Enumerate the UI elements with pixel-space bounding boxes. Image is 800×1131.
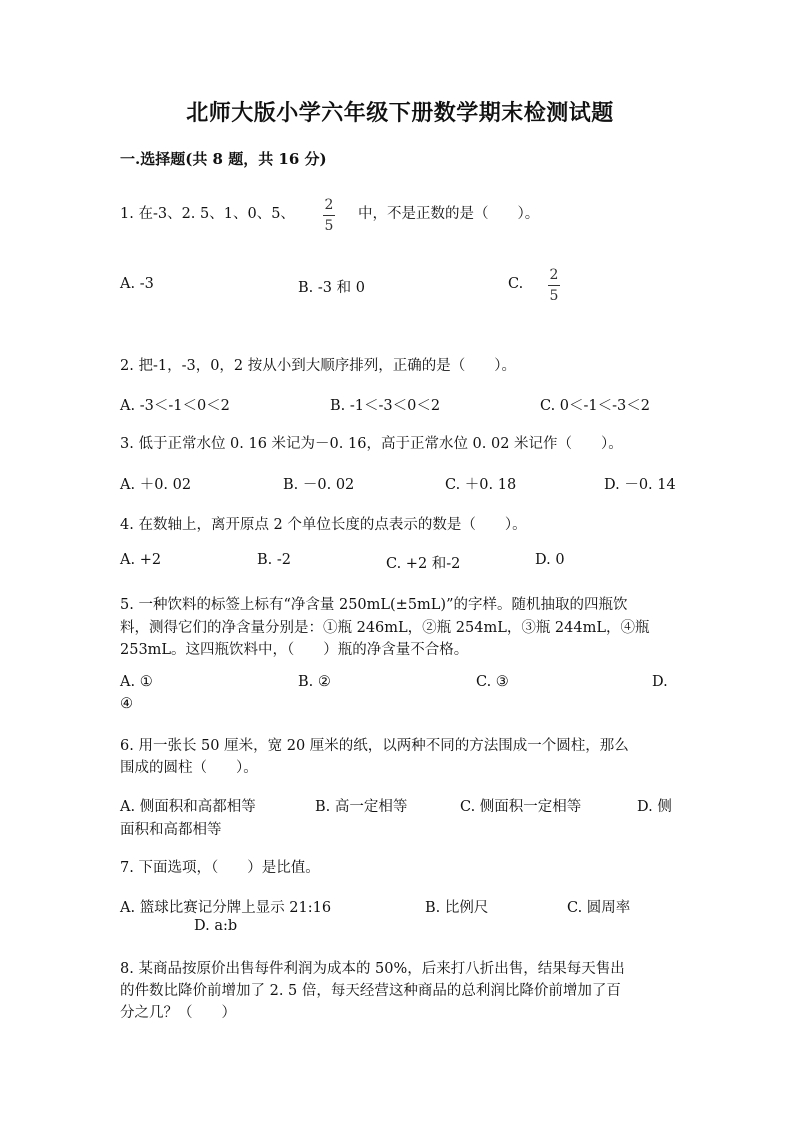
- q5-option-d-wrap[interactable]: ④: [120, 696, 133, 712]
- page-title: 北师大版小学六年级下册数学期末检测试题: [186, 100, 614, 126]
- q5-stem-line1: 5. 一种饮料的标签上标有“净含量 250mL(±5mL)”的字样。随机抽取的四瓶饮: [120, 597, 628, 613]
- q3-option-b[interactable]: B. －0. 02: [283, 477, 355, 493]
- q6-option-c[interactable]: C. 侧面积一定相等: [460, 799, 582, 815]
- q3-option-c[interactable]: C. ＋0. 18: [445, 477, 517, 493]
- q6-stem-line2: 围成的圆柱（ ）。: [120, 760, 258, 776]
- q2-option-a[interactable]: A. -3＜-1＜0＜2: [120, 398, 230, 414]
- q8-stem-line2: 的件数比降价前增加了 2. 5 倍，每天经营这种商品的总利润比降价前增加了百: [120, 983, 621, 999]
- q5-stem-line3: 253mL。这四瓶饮料中，（ ）瓶的净含量不合格。: [120, 642, 469, 658]
- fraction-bar: [323, 215, 335, 216]
- q7-option-d[interactable]: D. a:b: [194, 918, 238, 934]
- fraction-denominator: 5: [324, 218, 334, 234]
- q6-stem-line1: 6. 用一张长 50 厘米，宽 20 厘米的纸，以两种不同的方法围成一个圆柱，那么: [120, 738, 629, 754]
- q3-option-a[interactable]: A. ＋0. 02: [120, 477, 192, 493]
- q1-stem-b: 中，不是正数的是（ ）。: [358, 206, 540, 222]
- fraction-bar: [548, 285, 560, 286]
- q7-option-c[interactable]: C. 圆周率: [567, 900, 631, 916]
- q1-stem-a: 1. 在-3、2. 5、1、0、5、: [120, 206, 295, 222]
- q8-stem-line3: 分之几？（ ）: [120, 1005, 236, 1021]
- q4-option-c[interactable]: C. +2 和-2: [386, 556, 461, 572]
- q6-option-b[interactable]: B. 高一定相等: [315, 799, 408, 815]
- q6-option-a[interactable]: A. 侧面积和高都相等: [120, 799, 256, 815]
- q1-option-c[interactable]: C.: [508, 276, 524, 292]
- q6-option-d-wrap[interactable]: 面积和高都相等: [120, 822, 222, 838]
- q5-option-d[interactable]: D.: [652, 674, 668, 690]
- q2-stem: 2. 把-1，-3，0，2 按从小到大顺序排列，正确的是（ ）。: [120, 358, 517, 374]
- q4-option-a[interactable]: A. +2: [120, 552, 162, 568]
- q1-option-a[interactable]: A. -3: [120, 276, 154, 292]
- q3-stem: 3. 低于正常水位 0. 16 米记为－0. 16，高于正常水位 0. 02 米记作（ ）。: [120, 436, 623, 452]
- fraction-numerator: 2: [549, 267, 559, 283]
- q2-option-c[interactable]: C. 0＜-1＜-3＜2: [540, 398, 650, 414]
- q7-option-a[interactable]: A. 篮球比赛记分牌上显示 21:16: [120, 900, 332, 916]
- q1-fraction: [323, 198, 335, 233]
- q5-option-b[interactable]: B. ②: [298, 674, 331, 690]
- fraction-denominator: 5: [549, 288, 559, 304]
- q8-stem-line1: 8. 某商品按原价出售每件利润为成本的 50%，后来打八折出售，结果每天售出: [120, 961, 625, 977]
- q7-option-b[interactable]: B. 比例尺: [425, 900, 489, 916]
- q5-option-c[interactable]: C. ③: [476, 674, 509, 690]
- q7-stem: 7. 下面选项，（ ）是比值。: [120, 860, 320, 876]
- q4-option-d[interactable]: D. 0: [535, 552, 565, 568]
- fraction-numerator: 2: [324, 197, 334, 213]
- q1-option-c-fraction: [548, 268, 560, 303]
- q4-option-b[interactable]: B. -2: [257, 552, 291, 568]
- q6-option-d[interactable]: D. 侧: [637, 799, 672, 815]
- q2-option-b[interactable]: B. -1＜-3＜0＜2: [330, 398, 441, 414]
- q3-option-d[interactable]: D. －0. 14: [604, 477, 676, 493]
- q5-stem-line2: 料，测得它们的净含量分别是：①瓶 246mL，②瓶 254mL，③瓶 244mL，④瓶: [120, 620, 650, 636]
- q5-option-a[interactable]: A. ①: [120, 674, 153, 690]
- q1-option-b[interactable]: B. -3 和 0: [298, 280, 365, 296]
- q4-stem: 4. 在数轴上，离开原点 2 个单位长度的点表示的数是（ ）。: [120, 517, 527, 533]
- section-heading: 一.选择题(共 8 题，共 16 分): [120, 150, 327, 168]
